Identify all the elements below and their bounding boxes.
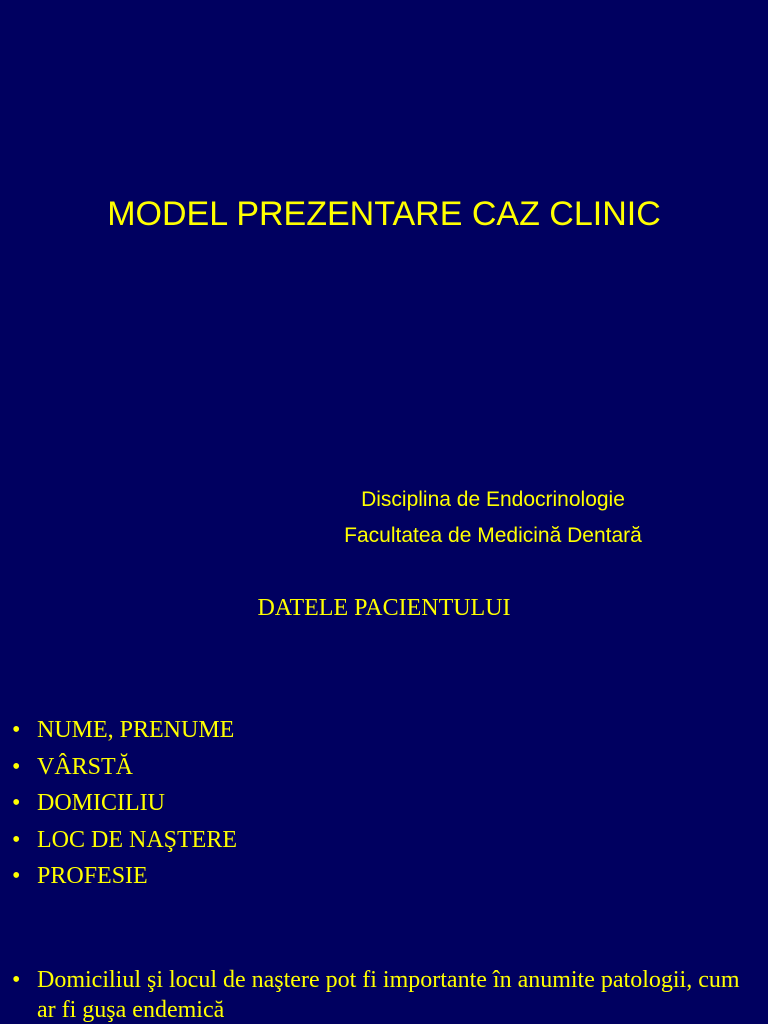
- bullet-icon: •: [12, 753, 21, 780]
- bullet-icon: •: [12, 790, 21, 816]
- section-heading: DATELE PACIENTULUI: [257, 595, 511, 621]
- affiliation-block: [300, 482, 686, 554]
- bullet-icon: •: [12, 826, 21, 853]
- bullet-icon: •: [12, 863, 21, 889]
- note-list: [0, 965, 768, 1024]
- faculty-name: Facultatea de Medicină Dentară: [344, 524, 642, 547]
- note-text: Domiciliul şi locul de naştere pot fi importante în anumite patologii, cum ar fi guşa endemică: [37, 967, 740, 1023]
- list-item: [0, 785, 237, 822]
- note-item: [0, 965, 749, 1024]
- patient-data-list: [0, 712, 237, 895]
- bullet-icon: •: [12, 717, 21, 743]
- list-item-label: DOMICILIU: [37, 790, 165, 816]
- bullet-icon: •: [12, 967, 21, 993]
- list-item-label: VÂRSTĂ: [37, 753, 134, 780]
- list-item: [0, 822, 237, 859]
- slide-title: MODEL PREZENTARE CAZ CLINIC: [107, 195, 661, 233]
- list-item: [0, 858, 237, 895]
- list-item-label: LOC DE NAŞTERE: [37, 826, 237, 853]
- list-item: [0, 749, 237, 786]
- department-name: Disciplina de Endocrinologie: [361, 488, 625, 511]
- list-item-label: PROFESIE: [37, 863, 148, 889]
- list-item: [0, 712, 237, 749]
- list-item-label: NUME, PRENUME: [37, 717, 235, 743]
